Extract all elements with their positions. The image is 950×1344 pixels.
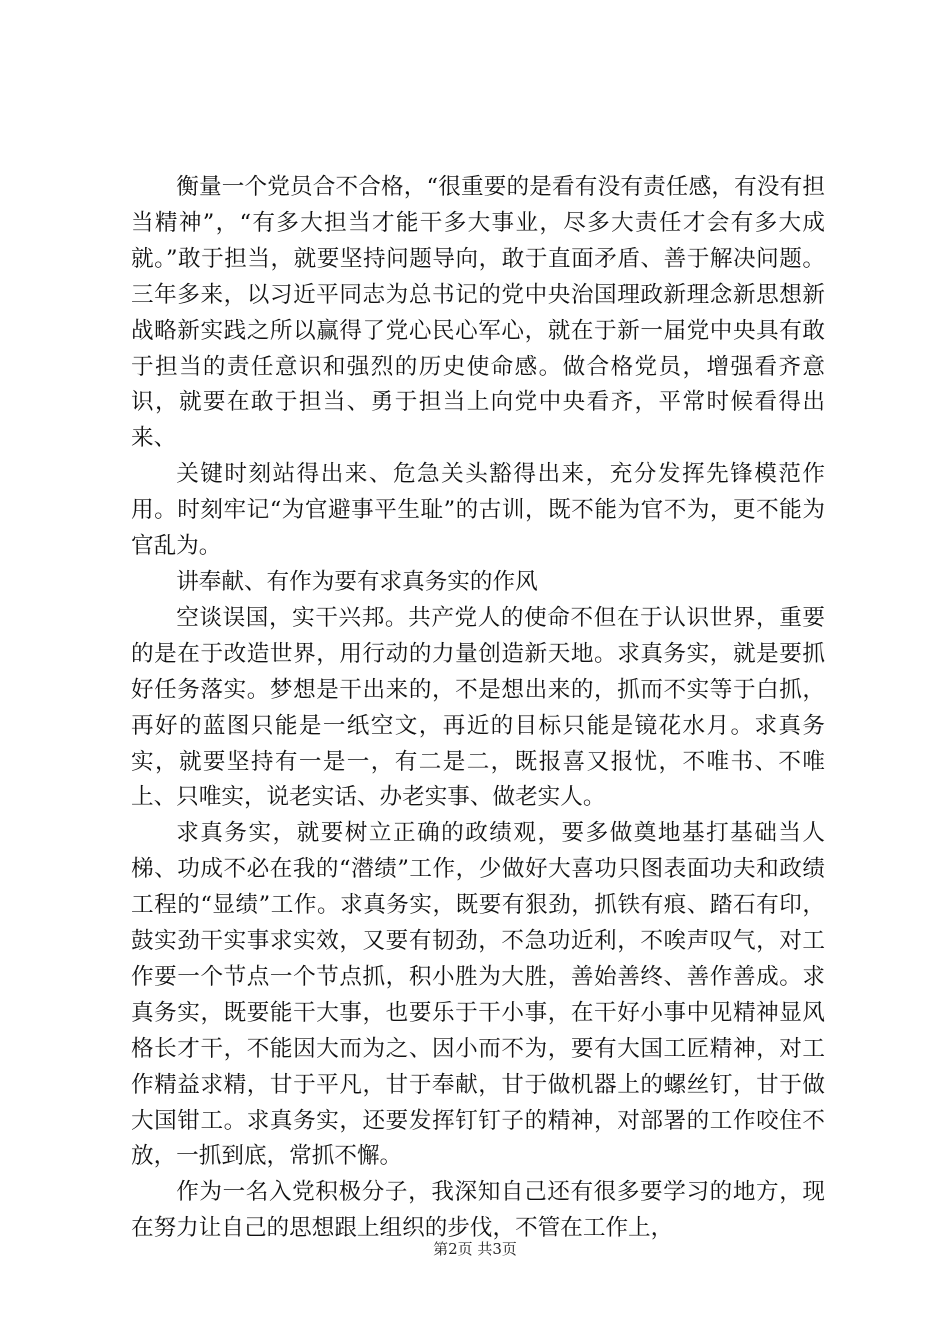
paragraph: 空谈误国，实干兴邦。共产党人的使命不但在于认识世界，重要的是在于改造世界，用行动的力量创造新天地。求真务实，就是要抓好任务落实。梦想是干出来的，不是想出来的，抓而不实等于白抓，再好的蓝图只能是一纸空文，再近的目标只能是镜花水月。求真务实，就要坚持有一是一，有二是二，既报喜又报忧，不唯书、不唯上、只唯实，说老实话、办老实事、做老实人。 bbox=[131, 604, 825, 811]
page-number: 第2页 共3页 bbox=[433, 1240, 517, 1258]
paragraph: 衡量一个党员合不合格，“很重要的是看有没有责任感，有没有担当精神”，“有多大担当才能干多大事业，尽多大责任才会有多大成就。”敢于担当，就要坚持问题导向，敢于直面矛盾、善于解决问题。三年多来，以习近平同志为总书记的党中央治国理政新理念新思想新战略新实践之所以赢得了党心民心军心，就在于新一届党中央具有敢于担当的责任意识和强烈的历史使命感。做合格党员，增强看齐意识，就要在敢于担当、勇于担当上向党中央看齐，平常时候看得出来、 bbox=[131, 174, 825, 452]
document-body bbox=[131, 170, 825, 1247]
paragraph: 作为一名入党积极分子，我深知自己还有很多要学习的地方，现在努力让自己的思想跟上组织的步伐，不管在工作上， bbox=[131, 1179, 825, 1242]
section-heading: 讲奉献、有作为要有求真务实的作风 bbox=[176, 568, 538, 595]
paragraph: 求真务实，就要树立正确的政绩观，要多做奠地基打基础当人梯、功成不必在我的“潜绩”工作，少做好大喜功只图表面功夫和政绩工程的“显绩”工作。求真务实，既要有狠劲，抓铁有痕、踏石有印，鼓实劲干实事求实效，又要有韧劲，不急功近利，不唉声叹气，对工作要一个节点一个节点抓，积小胜为大胜，善始善终、善作善成。求真务实，既要能干大事，也要乐于干小事，在干好小事中见精神显风格长才干，不能因大而为之、因小而不为，要有大国工匠精神，对工作精益求精，甘于平凡，甘于奉献，甘于做机器上的螺丝钉，甘于做大国钳工。求真务实，还要发挥钉钉子的精神，对部署的工作咬住不放，一抓到底，常抓不懈。 bbox=[131, 820, 825, 1170]
paragraph: 关键时刻站得出来、危急关头豁得出来，充分发挥先锋模范作用。时刻牢记“为官避事平生耻”的古训，既不能为官不为，更不能为官乱为。 bbox=[131, 461, 825, 560]
page-footer bbox=[0, 1238, 950, 1259]
